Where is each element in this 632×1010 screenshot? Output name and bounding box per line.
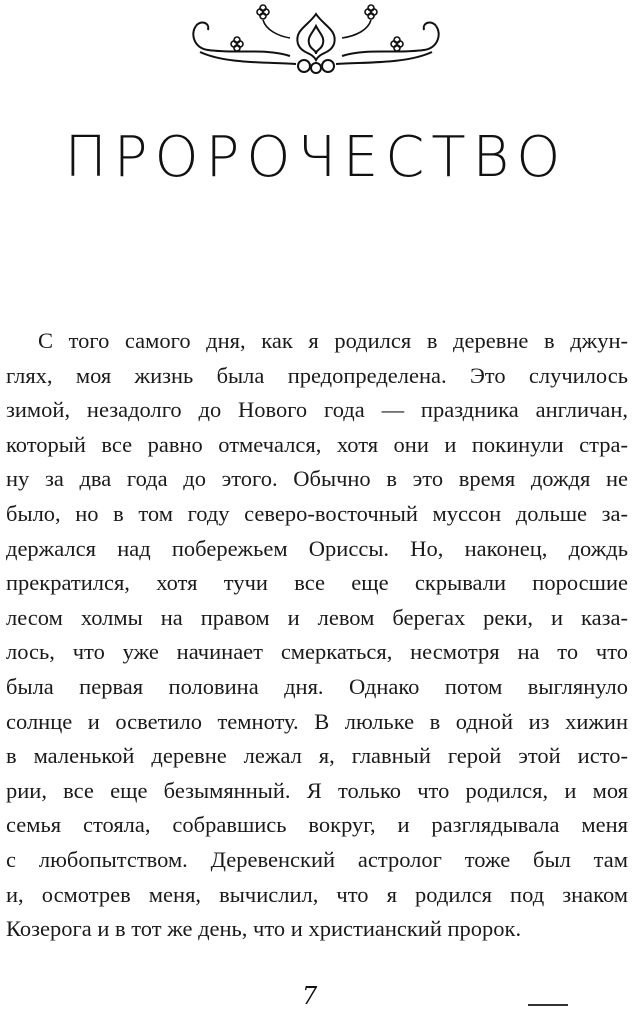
text-line: держался над побережьем Ориссы. Но, наконец, дождь — [6, 535, 628, 561]
text-line: лось, что уже начинает смеркаться, несмотря на то что — [6, 639, 628, 665]
text-line: было, но в том году северо-восточный муссон дольше за- — [6, 500, 628, 526]
text-line: ну за два года до этого. Обычно в это время дождя не — [6, 466, 628, 492]
text-line: прекратился, хотя тучи все еще скрывали поросшие — [6, 570, 628, 596]
text-line: семья стояла, собравшись вокруг, и разглядывала меня — [6, 812, 628, 838]
text-line: зимой, незадолго до Нового года — праздника англичан, — [6, 397, 628, 423]
text-line: солнце и осветило темноту. В люльке в одной из хижин — [6, 708, 628, 734]
text-line: была первая половина дня. Однако потом выглянуло — [6, 673, 628, 699]
page-number: 7 — [302, 982, 318, 1010]
chapter-title: ПРОРОЧЕСТВО — [64, 125, 568, 190]
text-line: лесом холмы на правом и левом берегах реки, и каза- — [6, 604, 628, 630]
text-line: Козерога и в тот же день, что и христианский пророк. — [6, 916, 522, 942]
body-paragraph — [6, 324, 628, 947]
text-line: в маленькой деревне лежал я, главный герой этой исто- — [6, 743, 628, 769]
text-line: глях, моя жизнь была предопределена. Это случилось — [6, 362, 628, 388]
divider — [528, 1004, 568, 1006]
text-line: с любопытством. Деревенский астролог тоже был там — [6, 846, 628, 872]
text-line: С того самого дня, как я родился в деревне в джун- — [38, 328, 628, 353]
decorative-ornament — [186, 4, 446, 76]
text-line: рии, все еще безымянный. Я только что родился, и моя — [6, 777, 628, 803]
text-line: который все равно отмечался, хотя они и покинули стра- — [6, 431, 628, 457]
text-line: и, осмотрев меня, вычислил, что я родился под знаком — [6, 881, 628, 907]
